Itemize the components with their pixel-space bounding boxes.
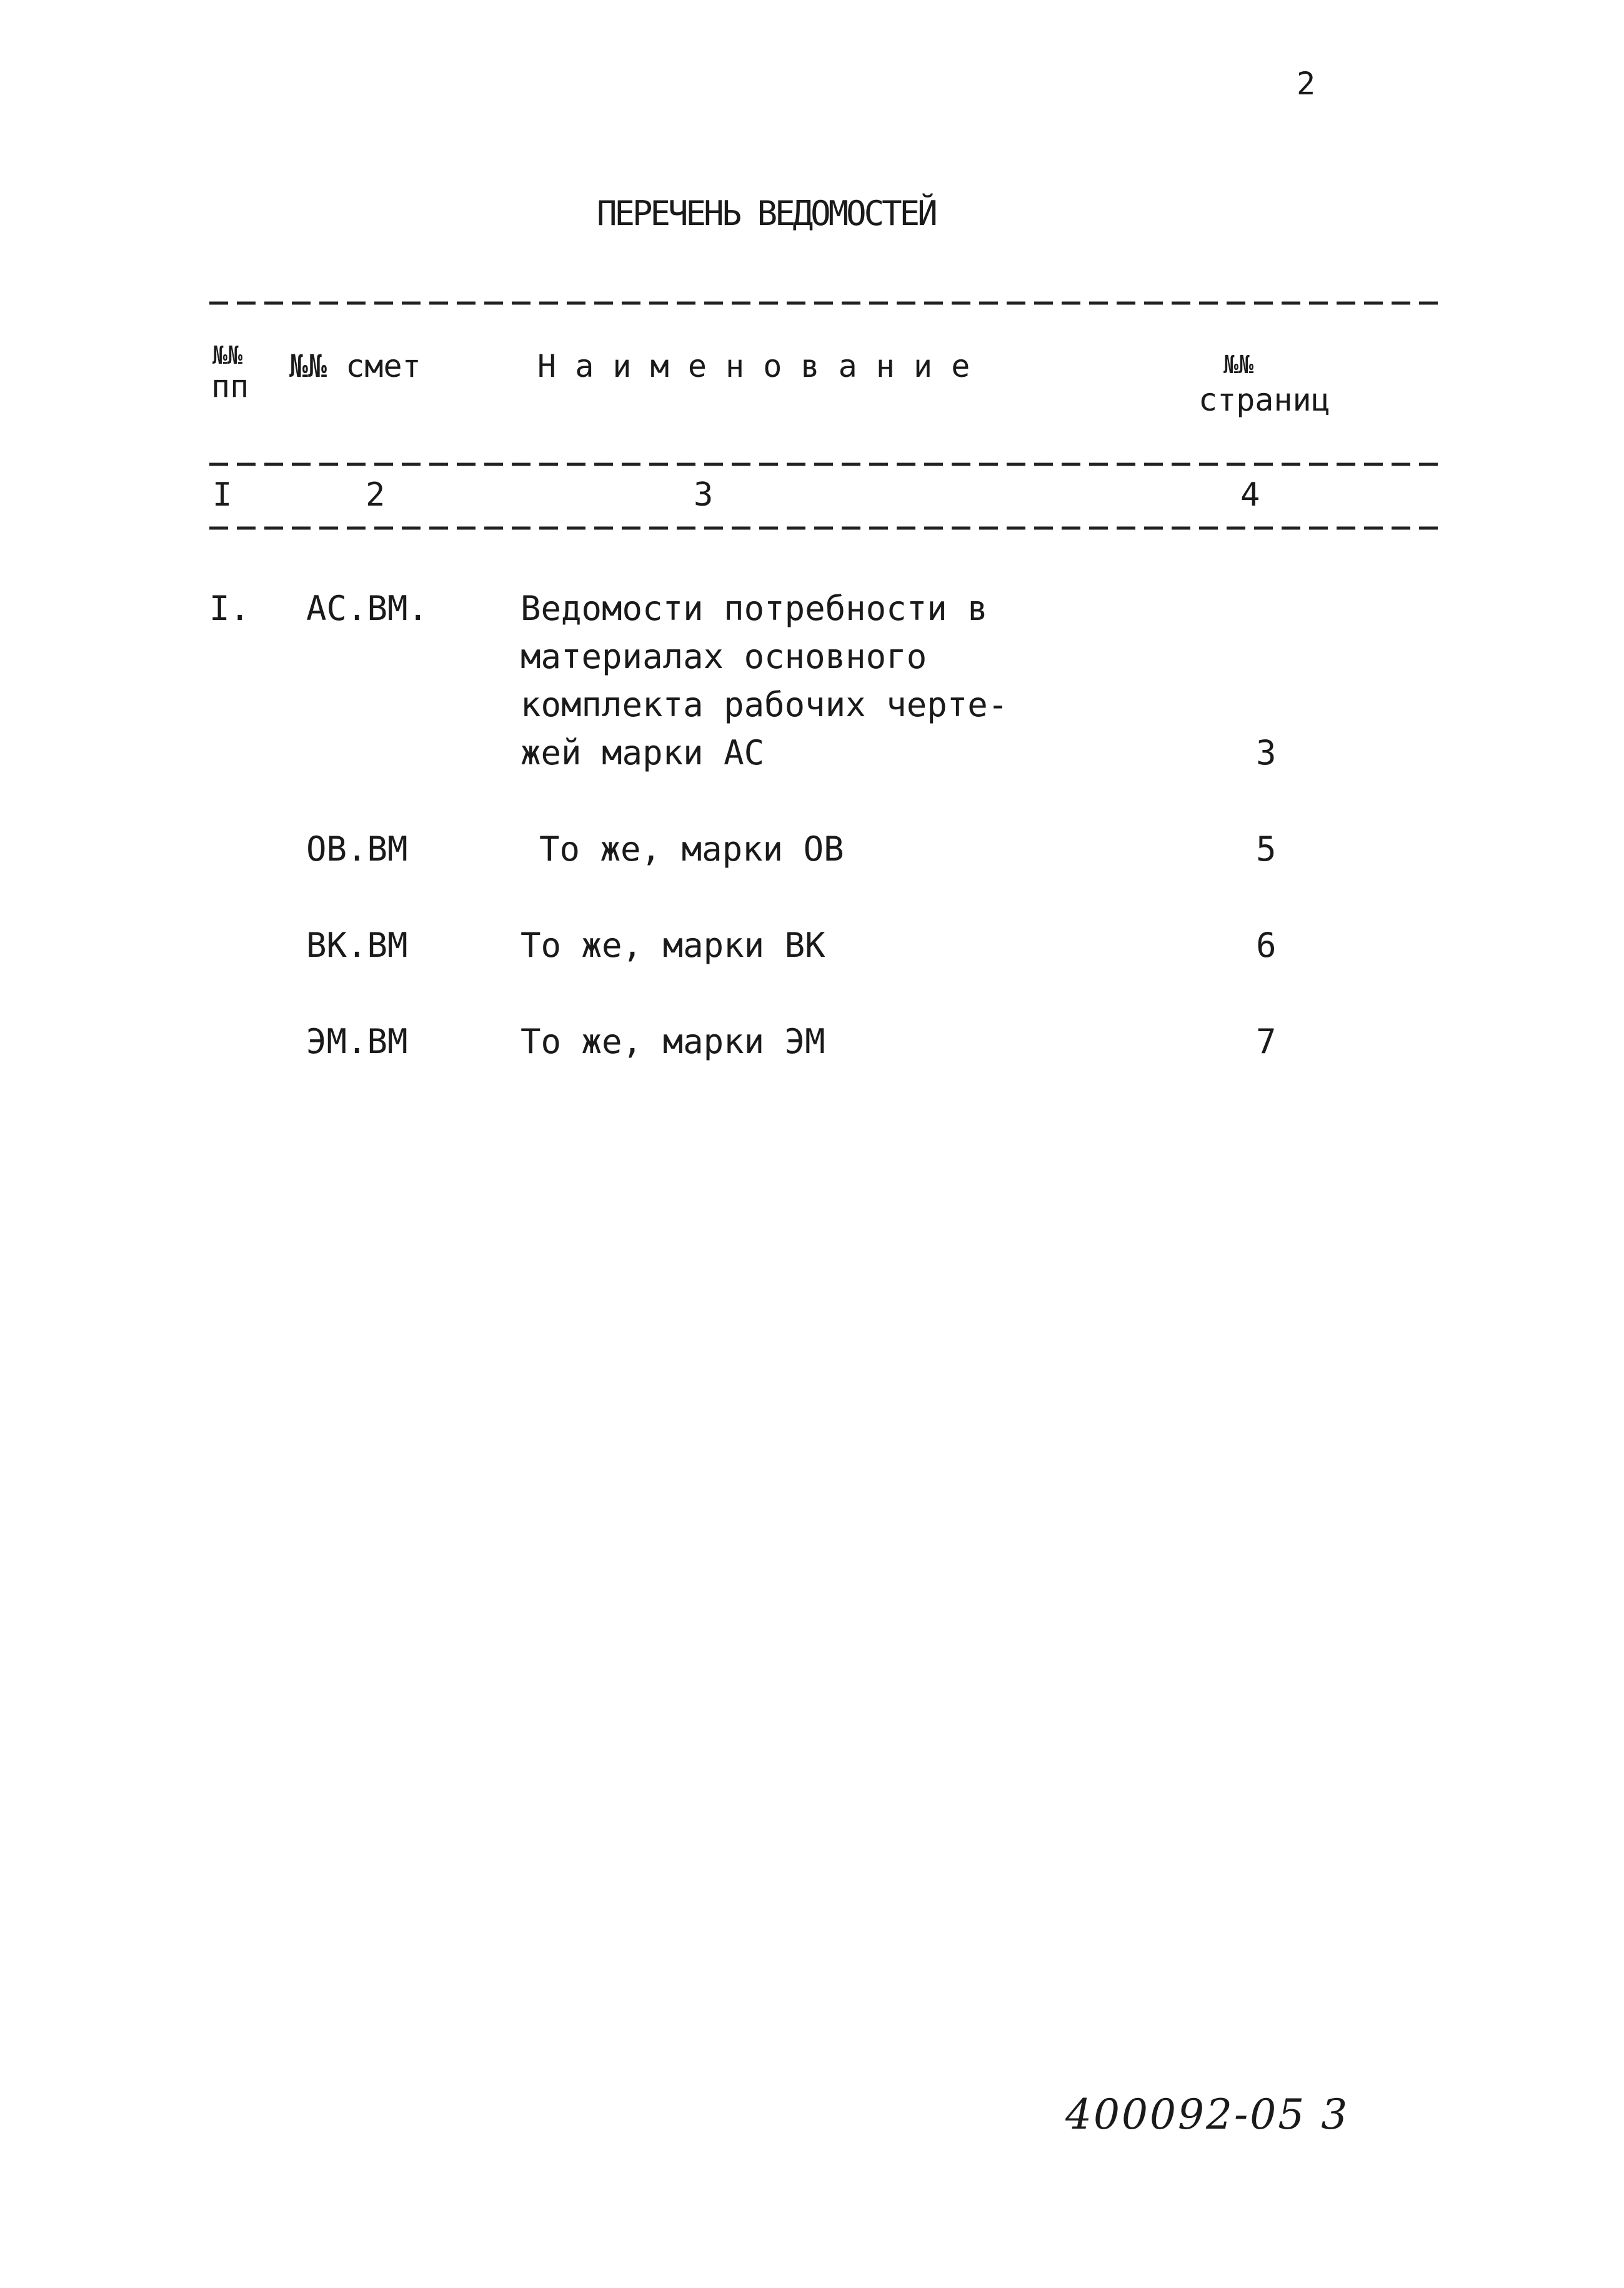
header-num-line1: №№ bbox=[212, 341, 243, 370]
header-num-line2: пп bbox=[211, 368, 249, 404]
column-number-3: 3 bbox=[694, 476, 714, 514]
table-top-rule bbox=[209, 294, 1440, 312]
estimate-code: АС.ВМ. bbox=[306, 589, 429, 628]
item-name-line: То же, марки ЭМ bbox=[521, 1022, 825, 1061]
header-bottom-rule bbox=[209, 455, 1440, 474]
item-name-line: То же, марки ВК bbox=[521, 926, 825, 965]
header-estimates: №№ смет bbox=[289, 348, 421, 384]
column-number-rule bbox=[209, 519, 1440, 537]
header-pages-line2: страниц bbox=[1198, 382, 1330, 418]
item-name-line: То же, марки ОВ bbox=[539, 829, 844, 869]
estimate-code: ОВ.ВМ bbox=[306, 829, 408, 869]
page-number: 2 bbox=[1297, 66, 1316, 102]
item-name-line: материалах основного bbox=[521, 637, 927, 676]
item-name-line: комплекта рабочих черте- bbox=[521, 685, 1009, 724]
estimate-code: ЭМ.ВМ bbox=[306, 1022, 408, 1061]
item-name-line: Ведомости потребности в bbox=[521, 589, 988, 628]
column-number-2: 2 bbox=[366, 476, 386, 514]
page-reference: 7 bbox=[1256, 1022, 1277, 1061]
document-code-handwritten: 400092-05 3 bbox=[1065, 2091, 1350, 2139]
page-reference: 6 bbox=[1256, 926, 1277, 965]
estimate-code: ВК.ВМ bbox=[306, 926, 408, 965]
page-reference: 3 bbox=[1256, 733, 1277, 772]
document-title: ПЕРЕЧЕНЬ ВЕДОМОСТЕЙ bbox=[597, 194, 935, 233]
row-number: I. bbox=[209, 589, 251, 628]
column-number-1: I bbox=[212, 476, 232, 514]
page-reference: 5 bbox=[1256, 829, 1277, 869]
item-name-line: жей марки АС bbox=[521, 733, 765, 772]
header-name: Н а и м е н о в а н и е bbox=[537, 348, 970, 384]
column-number-4: 4 bbox=[1240, 476, 1260, 514]
header-pages-line1: №№ bbox=[1223, 351, 1254, 379]
